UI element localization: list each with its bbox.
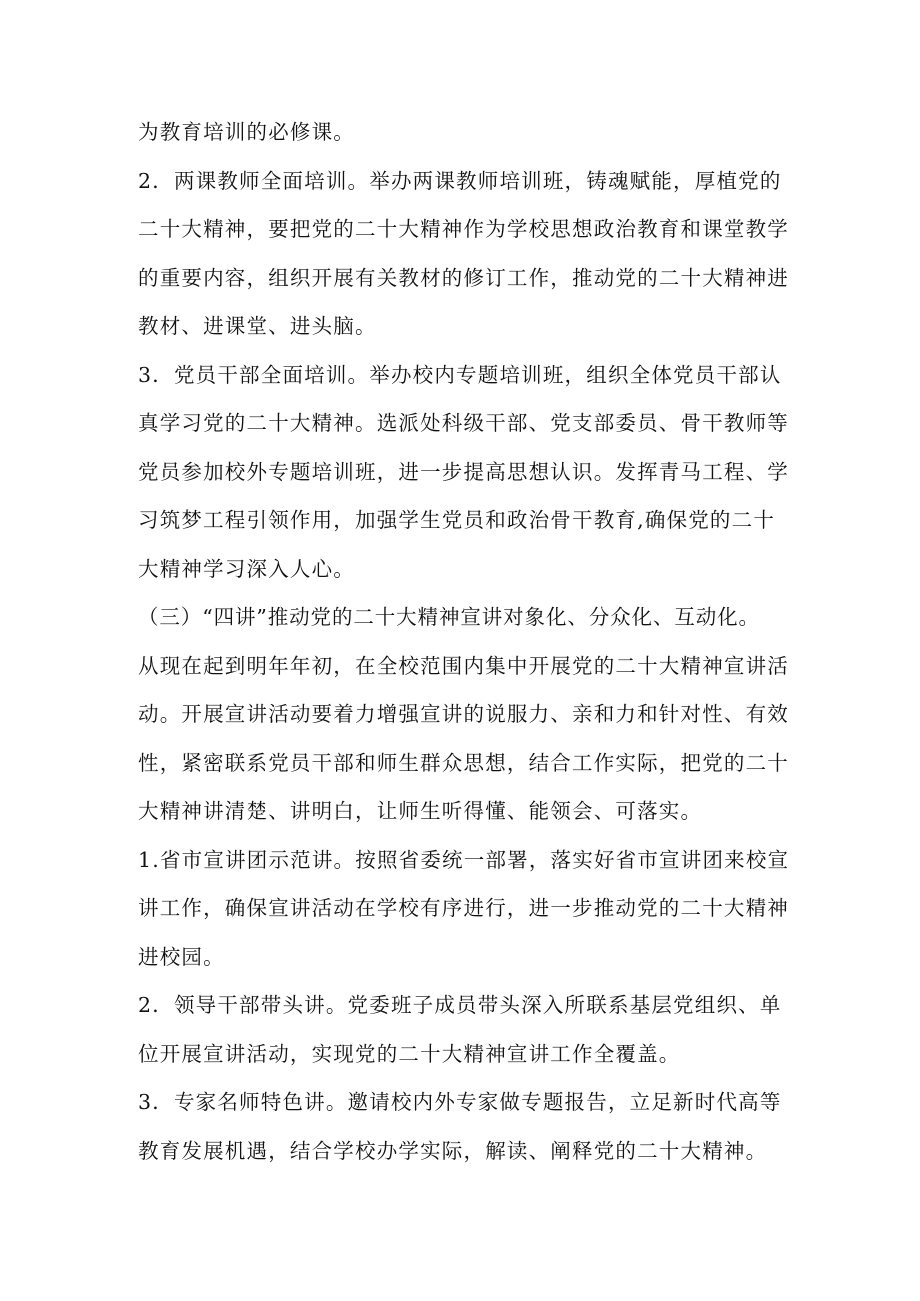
text-line: 1.省市宣讲团示范讲。按照省委统一部署，落实好省市宣讲团来校宣 [138,847,790,872]
section-heading: （三）“四讲”推动党的二十大精神宣讲对象化、分众化、互动化。 [138,605,760,629]
text-line: 讲工作，确保宣讲活动在学校有序进行，进一步推动党的二十大精神 [138,896,789,920]
text-line: 大精神学习深入人心。 [138,556,355,581]
text-line: 二十大精神，要把党的二十大精神作为学校思想政治教育和课堂教学 [138,217,789,241]
text-line: 党员参加校外专题培训班，进一步提高思想认识。发挥青马工程、学 [138,459,789,484]
text-line: 动。开展宣讲活动要着力增强宣讲的说服力、亲和力和针对性、有效 [138,702,789,726]
text-line: 3．专家名师特色讲。邀请校内外专家做专题报告，立足新时代高等 [138,1090,782,1114]
text-line: 2．两课教师全面培训。举办两课教师培训班，铸魂赋能，厚植党的 [138,168,782,193]
text-line: 真学习党的二十大精神。选派处科级干部、党支部委员、骨干教师等 [138,411,789,435]
document-body [138,108,793,1175]
text-line: 大精神讲清楚、讲明白，让师生听得懂、能领会、可落实。 [138,799,703,823]
text-line: 教育发展机遇，结合学校办学实际，解读、阐释党的二十大精神。 [138,1138,768,1163]
text-line: 为教育培训的必修课。 [138,120,355,144]
text-line: 的重要内容，组织开展有关教材的修订工作，推动党的二十大精神进 [138,265,789,290]
text-line: 位开展宣讲活动，实现党的二十大精神宣讲工作全覆盖。 [138,1041,681,1066]
text-line: 从现在起到明年年初，在全校范围内集中开展党的二十大精神宣讲活 [138,653,789,678]
text-line: 进校园。 [138,944,225,969]
text-line: 性，紧密联系党员干部和师生群众思想，结合工作实际，把党的二十 [138,750,789,775]
text-line: 习筑梦工程引领作用，加强学生党员和政治骨干教育,确保党的二十 [138,508,776,532]
text-line: 3．党员干部全面培训。举办校内专题培训班，组织全体党员干部认 [138,362,782,387]
text-line: 教材、进课堂、进头脑。 [138,314,377,338]
text-line: 2．领导干部带头讲。党委班子成员带头深入所联系基层党组织、单 [138,993,782,1017]
